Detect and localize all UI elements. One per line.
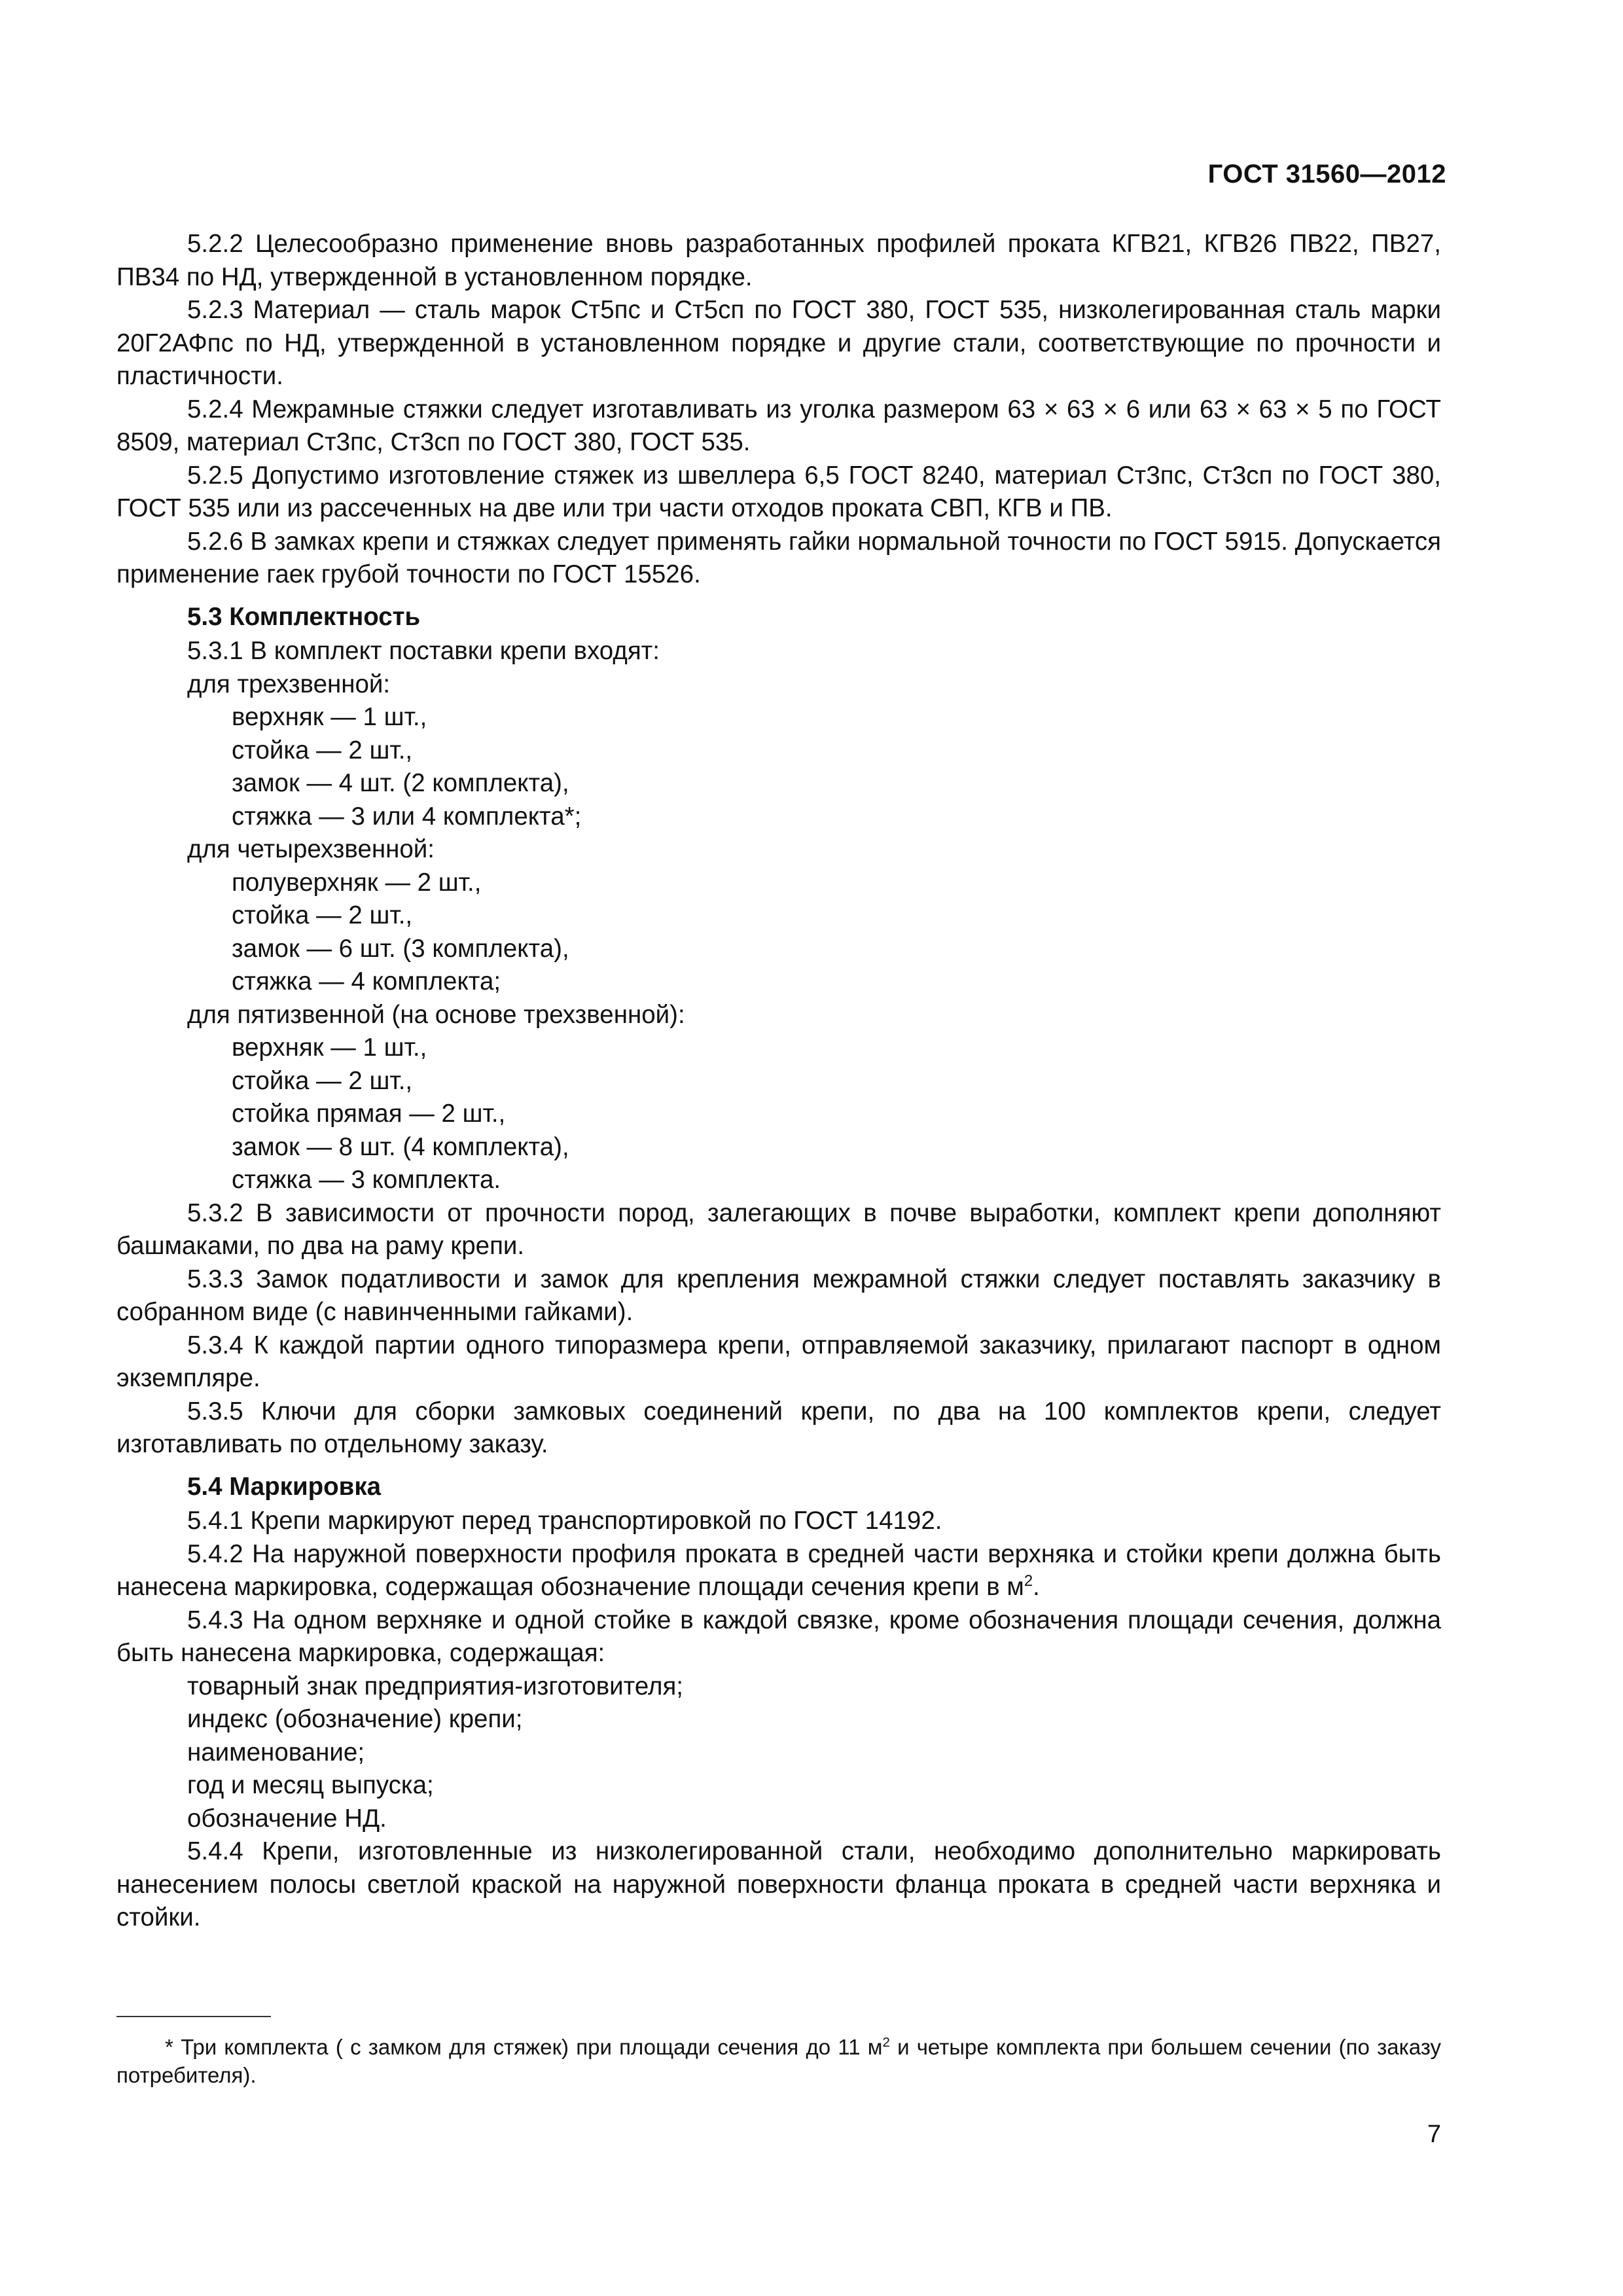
list-item: стойка прямая — 2 шт.,	[232, 1100, 506, 1128]
list-item: стойка — 2 шт.,	[232, 736, 413, 764]
section-heading-5-3: 5.3 Комплектность	[187, 602, 421, 631]
list-item: стойка — 2 шт.,	[232, 901, 413, 929]
body-text	[116, 228, 1441, 1935]
paragraph-5-4-2-end: .	[1033, 1573, 1040, 1601]
superscript: 2	[882, 2035, 890, 2050]
paragraph-5-4-2	[116, 1538, 1441, 1604]
paragraph-5-4-4: 5.4.4 Крепи, изготовленные из низколегированной стали, необходимо дополнительно маркировать нанесением полосы светлой краской на наружной поверхности фланца проката в средней части верхняка и стойки.	[116, 1837, 1441, 1931]
list-title-three-link: для трехзвенной:	[187, 670, 391, 698]
paragraph-5-3-5: 5.3.5 Ключи для сборки замковых соединений крепи, по два на 100 комплектов крепи, следует изготавливать по отдельному заказу.	[116, 1397, 1441, 1458]
list-item: верхняк — 1 шт.,	[232, 703, 427, 731]
list-item: индекс (обозначение) крепи;	[187, 1705, 523, 1733]
list-item: товарный знак предприятия-изготовителя;	[187, 1672, 684, 1700]
paragraph-5-2-6: 5.2.6 В замках крепи и стяжках следует применять гайки нормальной точности по ГОСТ 5915. Допускается применение гаек грубой точности по ГОСТ 15526.	[116, 527, 1441, 588]
list-title-five-link: для пятизвенной (на основе трехзвенной):	[187, 1000, 685, 1029]
list-item: замок — 6 шт. (3 комплекта),	[232, 934, 569, 963]
document-number-header: ГОСТ 31560—2012	[1207, 160, 1446, 188]
paragraph-5-3-3: 5.3.3 Замок податливости и замок для крепления межрамной стяжки следует поставлять заказчику в собранном виде (с навинченными гайками).	[116, 1265, 1441, 1326]
footnote	[116, 2033, 1441, 2089]
footnote-separator	[116, 2016, 271, 2017]
paragraph-5-3-1: 5.3.1 В комплект поставки крепи входят:	[187, 637, 660, 665]
list-item: стяжка — 3 комплекта.	[232, 1166, 501, 1194]
list-item: год и месяц выпуска;	[187, 1771, 434, 1799]
list-item: обозначение НД.	[187, 1804, 387, 1833]
list-item: стяжка — 3 или 4 комплекта*;	[232, 802, 582, 831]
paragraph-5-2-4: 5.2.4 Межрамные стяжки следует изготавливать из уголка размером 63 × 63 × 6 или 63 × 63 × 5 по ГОСТ 8509, материал Ст3пс, Ст3сп по ГОСТ 380, ГОСТ 535.	[116, 395, 1441, 456]
list-item: стяжка — 4 комплекта;	[232, 967, 501, 996]
paragraph-5-4-2-text: 5.4.2 На наружной поверхности профиля проката в средней части верхняка и стойки крепи должна быть нанесена маркировка, содержащая обозначение площади сечения крепи в м	[116, 1539, 1441, 1601]
paragraph-5-2-2: 5.2.2 Целесообразно применение вновь разработанных профилей проката КГВ21, КГВ26 ПВ22, ПВ27, ПВ34 по НД, утвержденной в установленном порядке.	[116, 230, 1441, 291]
page-number: 7	[1427, 2121, 1441, 2148]
footnote-text-end: и четыре комплекта при большем сечении (по заказу потребителя).	[116, 2035, 1441, 2087]
superscript: 2	[1024, 1572, 1033, 1590]
list-item: стойка — 2 шт.,	[232, 1066, 413, 1095]
paragraph-5-2-3: 5.2.3 Материал — сталь марок Ст5пс и Ст5сп по ГОСТ 380, ГОСТ 535, низколегированная сталь марки 20Г2АФпс по НД, утвержденной в установленном порядке и другие стали, соответствующие по прочности и пластичности.	[116, 296, 1441, 390]
footnote-text: * Три комплекта ( с замком для стяжек) при площади сечения до 11 м	[165, 2035, 883, 2059]
list-item: замок — 8 шт. (4 комплекта),	[232, 1132, 569, 1161]
section-heading-5-4: 5.4 Маркировка	[187, 1472, 382, 1501]
list-item: наименование;	[187, 1738, 365, 1767]
paragraph-5-4-1: 5.4.1 Крепи маркируют перед транспортировкой по ГОСТ 14192.	[187, 1507, 942, 1535]
paragraph-5-2-5: 5.2.5 Допустимо изготовление стяжек из швеллера 6,5 ГОСТ 8240, материал Ст3пс, Ст3сп по ГОСТ 380, ГОСТ 535 или из рассеченных на две или три части отходов проката СВП, КГВ и ПВ.	[116, 461, 1441, 522]
list-item: полуверхняк — 2 шт.,	[232, 868, 482, 897]
paragraph-5-3-4: 5.3.4 К каждой партии одного типоразмера крепи, отправляемой заказчику, прилагают паспорт в одном экземпляре.	[116, 1331, 1441, 1392]
paragraph-5-4-3: 5.4.3 На одном верхняке и одной стойке в каждой связке, кроме обозначения площади сечения, должна быть нанесена маркировка, содержащая:	[116, 1605, 1441, 1667]
list-item: замок — 4 шт. (2 комплекта),	[232, 769, 569, 797]
paragraph-5-3-2: 5.3.2 В зависимости от прочности пород, залегающих в почве выработки, комплект крепи дополняют башмаками, по два на раму крепи.	[116, 1198, 1441, 1260]
list-item: верхняк — 1 шт.,	[232, 1033, 427, 1062]
list-title-four-link: для четырехзвенной:	[187, 835, 435, 863]
